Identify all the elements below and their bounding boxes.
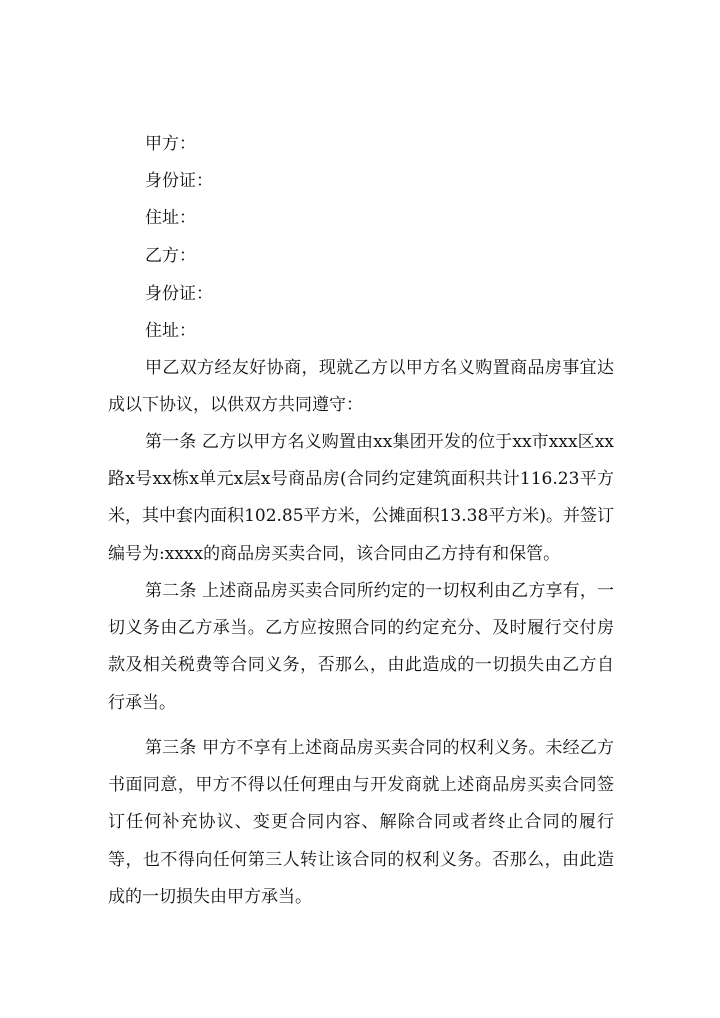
party-b-label: 乙方： [145,246,196,266]
party-a-id-label: 身份证： [145,171,213,191]
party-b-id-label: 身份证： [145,284,213,304]
party-a-address-label: 住址： [145,208,196,228]
party-b-address-label: 住址： [145,321,196,341]
article-2-paragraph: 第二条 上述商品房买卖合同所约定的一切权利由乙方享有，一切义务由乙方承当。乙方应按照合同的约定充分、及时履行交付房款及相关税费等合同义务，否那么，由此造成的一切损失由乙方自行承当。 [108,581,614,713]
intro-paragraph: 甲乙双方经友好协商，现就乙方以甲方名义购置商品房事宜达成以下协议，以供双方共同遵守： [108,358,614,416]
party-a-label: 甲方： [145,134,196,154]
article-3-paragraph: 第三条 甲方不享有上述商品房买卖合同的权利义务。未经乙方书面同意，甲方不得以任何理由与开发商就上述商品房买卖合同签订任何补充协议、变更合同内容、解除合同或者终止合同的履行等，也不得向任何第三人转让该合同的权利义务。否那么，由此造成的一切损失由甲方承当。 [108,738,614,907]
article-1-paragraph: 第一条 乙方以甲方名义购置由xx集团开发的位于xx市xxx区xx路x号xx栋x单元x层x号商品房(合同约定建筑面积共计116.23平方米，其中套内面积102.85平方米，公摊面积13.38平方米)。并签订编号为:xxxx的商品房买卖合同，该合同由乙方持有和保管。 [108,432,614,564]
